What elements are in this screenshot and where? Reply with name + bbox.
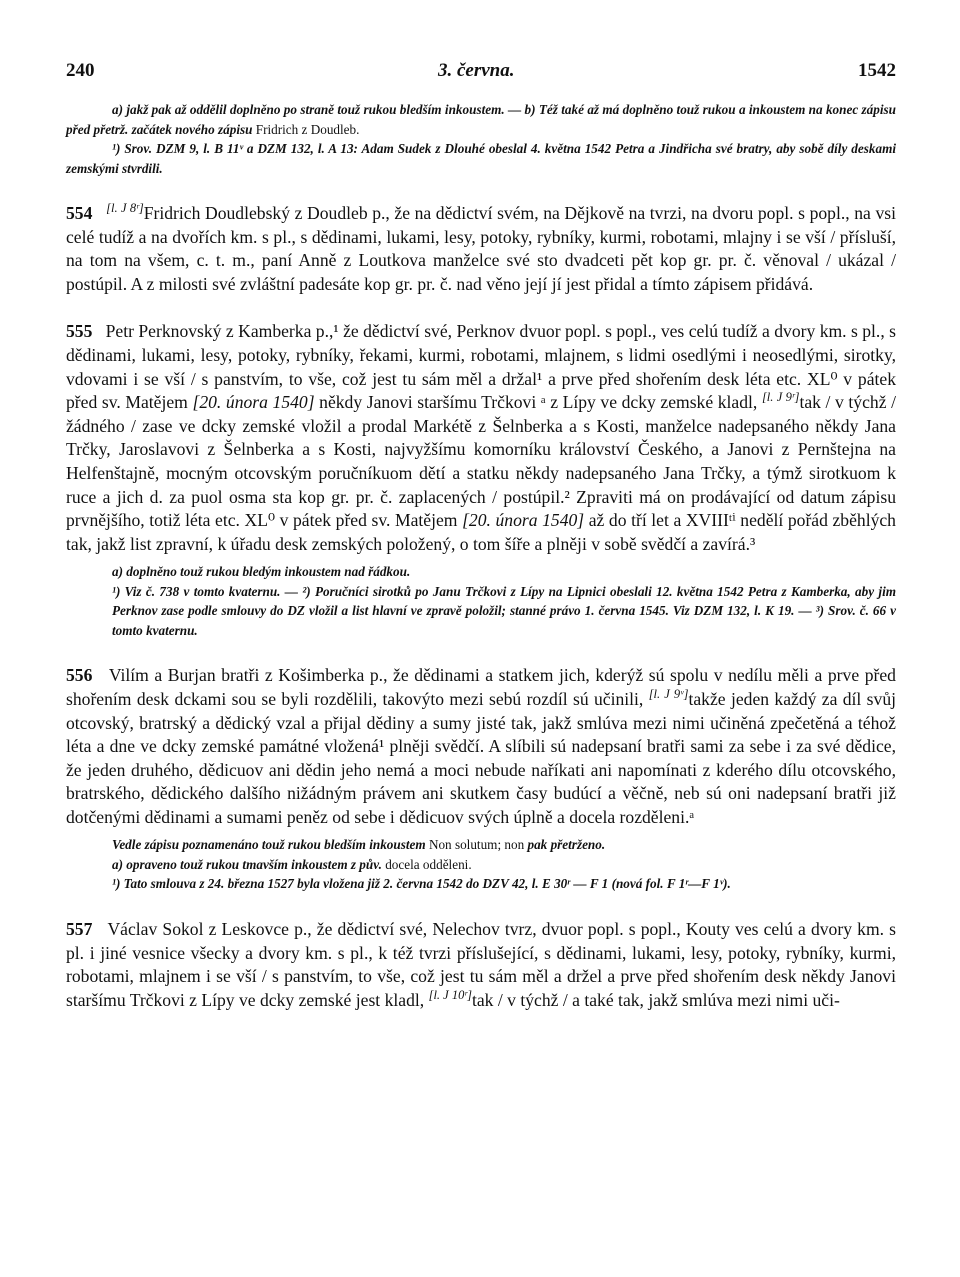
entry-text: někdy Janovi staršímu Trčkovi ᵃ z Lípy ve dcky zemské kladl,: [319, 392, 758, 413]
note-upright: docela odděleni.: [385, 856, 472, 872]
note-text: pak přetrženo.: [527, 837, 606, 853]
note-line: [112, 835, 896, 855]
entry-555: [66, 320, 896, 556]
entry-554: [66, 202, 896, 296]
document-page: [66, 60, 896, 1012]
entry-555-notes: [112, 562, 896, 640]
footnote-1: ¹) Srov. DZM 9, l. B 11ᵛ a DZM 132, l. A 13: Adam Sudek z Dlouhé obeslal 4. května 1542 Petra a Jindřicha své bratry, aby sobě díly deskami zemskými stvrdili.: [66, 141, 896, 176]
entry-text: až do tří let a XVIIIᵗⁱ nedělí pořád zběhlých tak, jakž list zpravní, k úřadu desk zemských položený, o tom šíře a plněji v sobě svědčí a zavírá.³: [66, 510, 896, 554]
note-upright: Non solutum; non: [428, 837, 525, 853]
folio-ref: [l. J 9ʳ]: [761, 390, 800, 405]
entry-556-notes: [112, 835, 896, 894]
note-line: [112, 855, 896, 875]
entry-text: Vilím a Burjan bratři z Košimberka p., že dědinami a statkem jich, kderýž sú spolu v nedílu měli a prve před shořením desk dckami sou se byli rozdělili, takovýto mezi sebú rozdíl sú učinili,: [66, 665, 896, 709]
note-text: Vedle zápisu poznamenáno touž rukou bledším inkoustem: [112, 837, 426, 853]
footnote-a-b: [66, 100, 896, 139]
page-header: [66, 60, 896, 90]
entry-text: takže jeden každý za díl svůj otcovský, bratrský a dědický vzal a přijal dědiny a sumy jisté tak, jakž smlúva mezi nimi učiněná zpečetěná a téhož léta a dne ve dcky zemské památné vložená¹ plněji svědčí. A slíbili sú nadepsaní bratři sami za sebe i za své dědice, že jeden druhého, dědicuov ani dědin jeho nemá a moci nebude naříkati ani napomínati z kderého dílu otcovského, bratrského, dědického dalšího nižádným právem ani skutkem časy budúcí a věčně, neb sú oni nadepsaní bratři již dotčenými dědinami a sumami peněz od sebe i dědicuov svých úplně a docela rozděleni.ᵃ: [66, 688, 897, 827]
note-text: a) opraveno touž rukou tmavším inkoustem z pův.: [112, 856, 382, 872]
page-date: 3. června.: [437, 60, 515, 81]
entry-text: Petr Perknovský z Kamberka p.,¹ že dědictví své, Perknov dvuor popl. s popl., ves celú tudíž a dvory km. s pl., s dědinami, lukami, lesy, potoky, rybníky, řekami, kurmi, robotami, mlajnem, s lidmi osedlými i neosedlými, sirotky, vdovami i se vší / s panstvím, to vše, což jest tu sám měl a držal¹ a prve před shořením desk léta etc. XL⁰ v pátek před sv. Matějem: [66, 321, 896, 413]
footnote-upright: Fridrich z Doudleb.: [255, 121, 360, 137]
page-number: 240: [66, 60, 95, 81]
note-line: ¹) Viz č. 738 v tomto kvaternu. — ²) Poručníci sirotků po Janu Trčkovi z Lípy na Lipnici obeslali 12. května 1542 Petra z Kamberka, aby jim Perknov zase podle smlouvy do DZ vložil a list hlavní ve zpravě položil; stanné právo 1. června 1545. Viz DZM 132, l. K 19. — ³) Srov. č. 66 v tomto kvaternu.: [112, 583, 896, 638]
note-line: ¹) Tato smlouva z 24. března 1527 byla vložena již 2. června 1542 do DZV 42, l. E 30ʳ — F 1 (nová fol. F 1ʳ—F 1ᵛ).: [112, 876, 731, 892]
date-gloss: [20. února 1540]: [462, 510, 585, 531]
folio-ref: [l. J 10ʳ]: [428, 987, 472, 1002]
page-year: 1542: [857, 60, 896, 81]
entry-number: 557: [66, 918, 93, 939]
entry-557: [66, 918, 896, 1012]
entry-text: tak / v týchž / a také tak, jakž smlúva mezi nimi uči-: [471, 989, 840, 1010]
entry-text: Václav Sokol z Leskovce p., že dědictví své, Nelechov tvrz, dvuor popl. s popl., Kouty ves celú a dvory km. s pl. i jiné vesnice všecky a dvory km. s pl., k též tvrzi příslušející, s dědinami, lukami, lesy, potoky, rybníky, kurmi, robotami, mlajnem i se vší / s panstvím, to vše, což jest tu sám měl a držel a prve před shořením desk někdy Janovi staršímu Trčkovi z Lípy ve dcky zemské jest kladl,: [66, 918, 896, 1010]
entry-number: 555: [66, 321, 93, 342]
entry-text: tak / v týchž / žádného / zase ve dcky zemské vložil a prodal Markétě z Šelnberka a s Kosti, manželce nadepsaného někdy Jana Trčky, Jaroslavovi z Šelnberka a s Kosti, najvyžšímu komorníku království Českého, a Janovi z Pernštejna na Helfenštajně, mocným otcovským poručníkuom dětí a statku někdy nadepsaného Jana Trčky, a týmž sirotkuom k ruce a jich d. za puol osma sta kop gr. pr. č. zaplacených / postúpil.² Zpraviti má on prodávající od datum zápisu prvnějšího, totiž léta etc. XL⁰ v pátek před sv. Matějem: [66, 392, 896, 531]
folio-ref: [l. J 8ʳ]: [106, 201, 144, 216]
date-gloss: [20. února 1540]: [192, 392, 315, 413]
footnote-text: a) jakž pak až oddělil doplněno po straně touž rukou bledším inkoustem. — b) Též také až má doplněno touž rukou a inkoustem na konec zápisu před přetrž. začátek nového zápisu: [66, 102, 896, 137]
top-footnotes: [66, 100, 896, 178]
entry-number: 556: [66, 665, 93, 686]
entry-556: [66, 664, 896, 829]
entry-text: Fridrich Doudlebský z Doudleb p., že na dědictví svém, na Dějkově na tvrzi, na dvoru popl. s popl., na vsi celé tudíž a na dvořích km. s pl., s dědinami, lukami, lesy, potoky, rybníky, kurmi, robotami, mlajny i se vší / přísluší, na tom na všem, c. t. m., paní Anně z Loutkova manželce své sto dvadceti pět kop gr. pr. č. věnoval / ukázal / postúpil. A z milosti své zvláštní padesáte kop gr. pr. č. nad věno její jí jest přidal a tímto zápisem přidává.: [66, 203, 896, 294]
entry-number: 554: [66, 203, 93, 223]
note-line: a) doplněno touž rukou bledým inkoustem nad řádkou.: [112, 564, 411, 580]
folio-ref: [l. J 9ᵛ]: [648, 687, 689, 702]
